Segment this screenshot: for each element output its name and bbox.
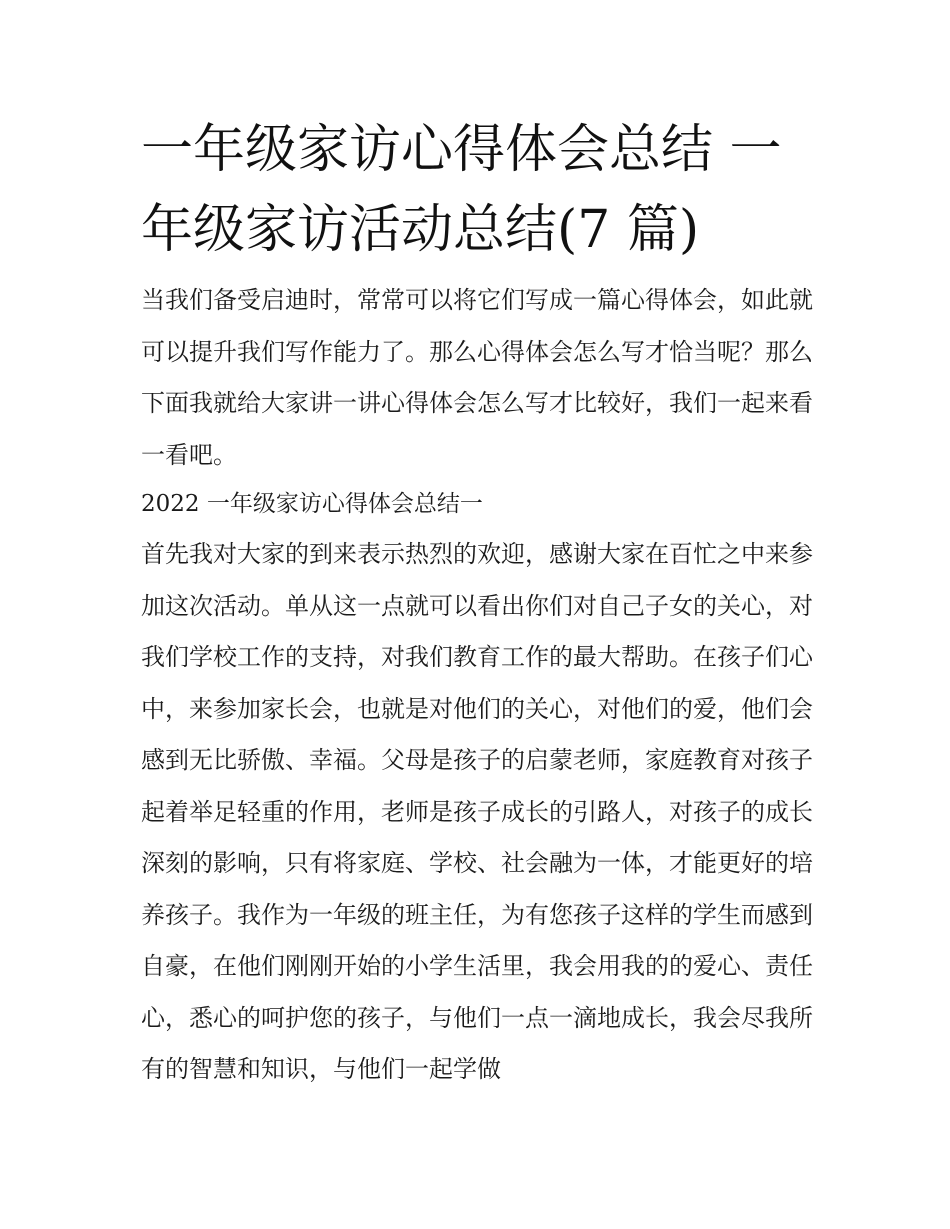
section-body-paragraph: 首先我对大家的到来表示热烈的欢迎，感谢大家在百忙之中来参加这次活动。单从这一点就可以看出你们对自己子女的关心，对我们学校工作的支持，对我们教育工作的最大帮助。在孩子们心中，来参加家长会，也就是对他们的关心，对他们的爱，他们会感到无比骄傲、幸福。父母是孩子的启蒙老师，家庭教育对孩子起着举足轻重的作用，老师是孩子成长的引路人，对孩子的成长深刻的影响，只有将家庭、学校、社会融为一体，才能更好的培养孩子。我作为一年级的班主任，为有您孩子这样的学生而感到自豪，在他们刚刚开始的小学生活里，我会用我的的爱心、责任心，悉心的呵护您的孩子，与他们一点一滴地成长，我会尽我所有的智慧和知识，与他们一起学做 (141, 540, 813, 1083)
document-title: 一年级家访心得体会总结 一年级家访活动总结(7 篇) (141, 120, 782, 260)
section-heading: 2022 一年级家访心得体会总结一 (141, 491, 483, 517)
intro-paragraph: 当我们备受启迪时，常常可以将它们写成一篇心得体会，如此就可以提升我们写作能力了。那么心得体会怎么写才恰当呢？那么下面我就给大家讲一讲心得体会怎么写才比较好，我们一起来看一看吧。 (141, 286, 813, 469)
